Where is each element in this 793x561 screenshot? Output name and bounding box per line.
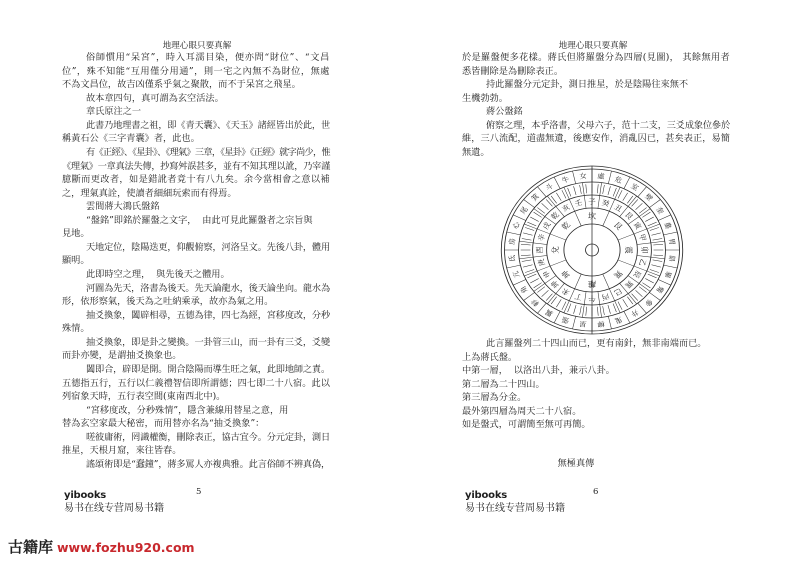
mansion-label: 柳 [596, 319, 606, 329]
fenjin-tick [551, 297, 557, 304]
fenjin-tick [653, 255, 663, 256]
mansion-label: 斗 [543, 181, 555, 193]
mountain-label: 寅 [631, 220, 644, 231]
fenjin-tick [603, 306, 605, 315]
trigram-label: 坤 [559, 268, 573, 280]
fenjin-tick [650, 270, 659, 273]
fenjin-tick [586, 307, 587, 316]
fenjin-tick [613, 304, 616, 312]
fenjin-tick [653, 244, 663, 245]
text-line: 五德指五行，五行以仁義禮智信即所謂德；四七即二十八宿。此以 [62, 377, 331, 389]
text-line: 位”，殊不知能“互用僅分用通”，則一宅之內無不為財位，無處 [62, 65, 330, 77]
signature: 無極真傳 [557, 458, 595, 469]
fenjin-tick [527, 222, 536, 226]
fenjin-tick [618, 190, 622, 198]
mansion-label: 昴 [666, 254, 678, 263]
fenjin-tick [636, 290, 643, 296]
text-line: 殊情。 [62, 323, 90, 335]
mountain-label: 丑 [612, 202, 624, 214]
mountain-divider [533, 243, 547, 245]
fenjin-tick [623, 193, 628, 201]
fenjin-tick [645, 217, 653, 222]
text-line: 俯察之理，本乎洛書，父母六子，范十二支，三爻成象位參於 [486, 119, 731, 131]
mansion-label: 胃 [666, 237, 678, 246]
trigram-divider [575, 211, 582, 226]
mansion-divider [624, 311, 630, 323]
mansion-label: 牛 [560, 174, 571, 185]
mansion-label: 虛 [596, 171, 606, 181]
mountain-label: 壬 [573, 198, 584, 209]
mansion-label: 張 [560, 315, 571, 326]
fenjin-tick [546, 199, 552, 206]
mansion-divider [507, 265, 521, 268]
mountain-label: 艮 [623, 210, 636, 222]
fenjin-tick [525, 227, 534, 230]
text-line: 有《正經》、《星卦》、《理氣》三章，《星卦》《正經》就字尚少，惟 [86, 146, 330, 158]
mountain-label: 卯 [639, 246, 650, 254]
mansion-divider [658, 280, 671, 286]
fenjin-tick [523, 265, 532, 267]
compass-caption [462, 337, 730, 432]
fenjin-tick [632, 294, 638, 301]
trigram-divider [575, 274, 582, 289]
mansion-divider [608, 316, 611, 329]
fenjin-tick [653, 239, 663, 241]
fenjin-tick [556, 193, 561, 201]
caption-line: 最外第四層為周天二十八宿。 [462, 405, 582, 417]
fenjin-tick [574, 305, 577, 314]
trigram-label: 巽 [611, 268, 625, 280]
trigram-divider [618, 260, 634, 266]
mansion-divider [608, 171, 611, 184]
right-page-text [462, 51, 730, 160]
mansion-label: 星 [578, 319, 588, 329]
fenjin-tick [586, 184, 587, 193]
fenjin-tick [562, 190, 566, 198]
mountain-label: 坤 [548, 278, 561, 290]
mansion-label: 鬼 [613, 315, 624, 326]
mansion-label: 女 [578, 171, 588, 181]
fenjin-tick [546, 294, 552, 301]
fenjin-tick [562, 302, 566, 310]
caption-line: 如是盤式，可謂簡至無可再簡。 [462, 419, 591, 431]
fenjin-tick [613, 188, 616, 196]
caption-line: 上為蔣氏盤。 [462, 351, 518, 363]
mansion-label: 危 [613, 174, 624, 185]
text-line: 此即時空之理， 與先後天之體用。 [86, 269, 230, 280]
fenjin-tick [525, 270, 534, 273]
mountain-label: 癸 [600, 198, 611, 209]
text-line: 此書乃地理書之祖，即《青天囊》、《天玉》諸經皆出於此，世 [86, 119, 330, 131]
mansion-label: 亢 [510, 269, 522, 280]
mountain-label: 午 [588, 294, 596, 303]
mansion-label: 井 [629, 307, 641, 319]
mountain-divider [637, 255, 651, 257]
mansion-divider [624, 177, 630, 189]
fenjin-divider [564, 301, 569, 313]
fenjin-tick [542, 290, 549, 296]
text-line: “盤銘”即銘於羅盤之文字， 由此可見此羅盤者之宗旨與 [86, 214, 313, 226]
mountain-divider [584, 292, 586, 305]
fenjin-tick [618, 302, 622, 310]
fenjin-tick [623, 299, 628, 307]
fenjin-divider [519, 241, 533, 243]
mountain-divider [598, 292, 600, 305]
fenjin-tick [603, 185, 605, 194]
text-line: 之，理氣真詮，使讀者細細玩索而有得焉。 [62, 187, 237, 199]
mountain-label: 巳 [612, 286, 624, 298]
mansion-label: 壁 [643, 191, 655, 203]
text-line: 臆斷而更改者，如是錯訛者竟十有八九矣。余今當相會之意以補 [62, 174, 331, 186]
fenjin-tick [580, 306, 582, 315]
fenjin-divider [651, 241, 665, 243]
fenjin-divider [639, 209, 650, 217]
mountain-label: 亥 [560, 202, 572, 214]
text-line: “宮移度改，分秒殊情”，隱含兼線用替星之意，用 [86, 404, 289, 416]
caption-line: 中第一層， 以洛出八卦，兼示八卦。 [462, 365, 615, 377]
text-line: 不為文昌位，故吉凶僅系乎氣之聚散，而不于呆宮之飛星。 [62, 79, 301, 91]
fenjin-divider [628, 196, 637, 206]
mansion-label: 觜 [654, 284, 667, 295]
mansion-divider [513, 280, 526, 286]
mountain-label: 乾 [548, 210, 561, 222]
fenjin-divider [647, 224, 660, 229]
section-heading: 雲間蔣大鴻氏盤銘 [86, 201, 160, 213]
fenjin-tick [632, 199, 638, 206]
fenjin-divider [615, 187, 620, 199]
mansion-label: 心 [510, 220, 522, 231]
trigram-label: 兌 [550, 246, 560, 254]
fenjin-divider [615, 301, 620, 313]
fenjin-tick [537, 208, 544, 214]
fenjin-tick [522, 260, 532, 262]
mountain-divider [598, 195, 600, 208]
mansion-label: 房 [506, 237, 518, 246]
fenjin-tick [650, 227, 659, 230]
fenjin-divider [534, 283, 545, 291]
page-number: 5 [196, 487, 202, 497]
mansion-label: 箕 [529, 191, 541, 203]
mountain-label: 乙 [637, 258, 649, 268]
text-line: 形，依形察氣，後天為之吐納乘承，故亦為氣之用。 [62, 296, 274, 308]
right-page-header: 地理心眼只要真解 [558, 41, 628, 51]
fenjin-tick [574, 186, 577, 195]
trigram-divider [550, 260, 566, 266]
footer-tagline: 易书在线专营周易书籍 [64, 503, 164, 514]
text-line: 抽爻換象，闔辟相尋，五德為律，四七為經，宮移度改，分秒 [86, 309, 331, 321]
fenjin-tick [639, 287, 646, 293]
fenjin-tick [639, 208, 646, 214]
mansion-divider [554, 311, 560, 323]
fenjin-divider [628, 294, 637, 304]
mountain-label: 庚 [535, 258, 547, 268]
mountain-label: 戌 [540, 220, 553, 231]
fenjin-tick [645, 279, 653, 284]
mansion-label: 室 [629, 181, 641, 193]
fenjin-tick [636, 203, 643, 209]
footer-brand: yibooks [465, 490, 508, 501]
text-line: 故本章四句，真可謂為玄空活法。 [86, 92, 224, 104]
trigram-divider [603, 274, 610, 289]
mountain-label: 子 [588, 197, 596, 206]
mansion-divider [554, 177, 560, 189]
caption-line: 此言羅盤列二十四山而已，更有南針，無非南端而已。 [486, 338, 707, 349]
fenjin-tick [523, 233, 532, 235]
mountain-label: 丙 [600, 291, 611, 302]
fenjin-tick [642, 212, 650, 217]
text-line: 天地定位，陰陽迭更，仰觀俯察，河洛呈文。先後八卦，體用 [86, 241, 331, 253]
fenjin-divider [651, 257, 665, 259]
text-line: 嗟彼庸術，罔識權衡，刪除表正，協古宜今。分元定卦，測日 [86, 431, 331, 443]
mansion-label: 氐 [506, 254, 518, 263]
text-line: 持此羅盤分元定卦，測日推星，於是陰陽往來無不 [486, 79, 689, 91]
fenjin-tick [642, 283, 650, 288]
fenjin-tick [556, 299, 561, 307]
trigram-label: 離 [587, 279, 597, 289]
text-line: 列宿象天時，五行表空間(東南西北中)。 [62, 391, 226, 403]
mansion-label: 角 [517, 284, 530, 295]
luopan-compass-diagram [492, 160, 692, 340]
mountain-label: 辰 [631, 269, 644, 280]
fenjin-tick [627, 297, 633, 304]
trigram-divider [618, 234, 634, 240]
mansion-label: 奎 [654, 205, 667, 216]
banner-label: 古籍库 [8, 538, 54, 556]
caption-line: 第二層為二十四山。 [462, 378, 545, 390]
fenjin-tick [651, 265, 660, 267]
fenjin-tick [551, 196, 557, 203]
mansion-label: 翼 [543, 307, 555, 319]
mansion-label: 畢 [662, 269, 674, 280]
footer-tagline: 易书在线专营周易书籍 [465, 503, 565, 514]
compass-rings [501, 166, 682, 334]
mountain-label: 未 [560, 286, 572, 298]
mansion-divider [573, 171, 576, 184]
fenjin-divider [600, 305, 602, 318]
mountain-label: 申 [540, 269, 553, 280]
mansion-label: 尾 [517, 205, 530, 216]
fenjin-tick [568, 188, 571, 196]
text-line: 《理氣》一章真法失傳，抄寫舛誤甚多，並有不知其理以訛，乃宰謹 [62, 160, 331, 172]
fenjin-tick [653, 260, 663, 262]
fenjin-tick [597, 184, 598, 193]
fenjin-tick [608, 305, 611, 314]
mountain-divider [533, 255, 547, 257]
fenjin-tick [597, 307, 598, 316]
fenjin-divider [639, 283, 650, 291]
trigram-divider [550, 234, 566, 240]
fenjin-tick [522, 239, 532, 241]
fenjin-divider [600, 183, 602, 196]
text-line: 替為玄空家最大秘密，而用替亦名為“抽爻換象”： [62, 418, 265, 430]
fenjin-tick [530, 217, 538, 222]
text-line: 顯明。 [62, 255, 90, 267]
fenjin-tick [530, 279, 538, 284]
section-heading: 蔣公盤銘 [486, 106, 523, 118]
fenjin-tick [534, 283, 542, 288]
fenjin-tick [648, 222, 657, 226]
text-line: 河圖為先天，洛書為後天。先天論龍水，後天論坐向。龍水為 [86, 282, 331, 294]
fenjin-tick [527, 274, 536, 278]
fenjin-tick [627, 196, 633, 203]
trigram-label: 震 [624, 246, 634, 254]
mansion-divider [507, 232, 521, 235]
text-line: 無遺。 [462, 146, 490, 158]
text-line: 稱黃石公《三字青囊》者，此也。 [62, 133, 200, 145]
banner-url: www.fozhu920.com [57, 540, 195, 555]
mansion-label: 軫 [529, 297, 541, 309]
mountain-label: 丁 [573, 291, 584, 302]
fenjin-divider [547, 294, 556, 304]
left-page-text [62, 51, 330, 471]
mountain-divider [637, 243, 651, 245]
mansion-divider [513, 215, 526, 221]
fenjin-divider [534, 209, 545, 217]
fenjin-tick [608, 186, 611, 195]
fenjin-tick [542, 203, 549, 209]
fenjin-divider [524, 271, 537, 276]
mountain-label: 巽 [623, 278, 636, 290]
text-line: 抽爻換象，即是卦之變換。一卦管三山，而一卦有三爻，爻變 [86, 336, 331, 348]
fenjin-tick [537, 287, 544, 293]
mountain-label: 辛 [535, 232, 547, 242]
mansion-divider [664, 232, 678, 235]
text-line: 見地。 [62, 228, 90, 240]
text-line: 謠頌術即是“蠢鐘”，蔣多罵人亦複典雅。此言俗師不辨真偽， [86, 458, 330, 470]
left-page-header: 地理心眼只要真解 [162, 41, 232, 51]
mansion-label: 參 [643, 297, 655, 309]
trigram-label: 艮 [611, 220, 625, 232]
fenjin-divider [582, 183, 584, 196]
fenjin-divider [647, 271, 660, 276]
text-line: 闔即合，辟即是開。開合陰陽而導生旺之氣，此即地師之責。 [86, 363, 331, 375]
trigram-label: 乾 [559, 220, 573, 232]
mansion-divider [664, 265, 678, 268]
mountain-label: 甲 [637, 232, 649, 242]
mountain-divider [584, 195, 586, 208]
fenjin-tick [534, 212, 542, 217]
fenjin-tick [648, 274, 657, 278]
fenjin-tick [651, 233, 660, 235]
fenjin-tick [521, 255, 531, 256]
fenjin-tick [568, 304, 571, 312]
fenjin-tick [580, 185, 582, 194]
text-line: 悉皆刪除是為刪除表正。 [462, 65, 564, 77]
fenjin-tick [521, 244, 531, 245]
text-line: 於是羅盤便多花樣。蔣氏但將羅盤分為四層(見圖)， 其餘無用者 [462, 52, 730, 63]
text-line: 推星，天根月窟，來往皆春。 [62, 445, 182, 457]
mansion-label: 婁 [662, 220, 674, 231]
text-line: 俗師慣用“呆宮”，時入耳濡目染，便亦問“財位”、“文昌 [86, 52, 330, 63]
text-line: 生機勃勃。 [462, 92, 508, 104]
text-line: 維，三八流配，道盡無遺，後應安作，消亂囚已，甚矣表正，易簡 [462, 133, 731, 145]
text-line: 而卦亦變，是謂抽爻換象也。 [62, 350, 182, 362]
mountain-label: 酉 [534, 246, 545, 254]
mansion-divider [658, 215, 671, 221]
fenjin-divider [524, 224, 537, 229]
fenjin-divider [547, 196, 556, 206]
fenjin-divider [519, 257, 533, 259]
trigram-divider [603, 211, 610, 226]
trigram-label: 坎 [587, 211, 597, 221]
mansion-divider [573, 316, 576, 329]
section-heading: 章氏原注之一 [86, 106, 142, 118]
fenjin-divider [582, 305, 584, 318]
page-number: 6 [593, 487, 599, 497]
fenjin-divider [564, 187, 569, 199]
caption-line: 第三層為分金。 [462, 392, 527, 404]
footer-brand: yibooks [64, 490, 107, 501]
